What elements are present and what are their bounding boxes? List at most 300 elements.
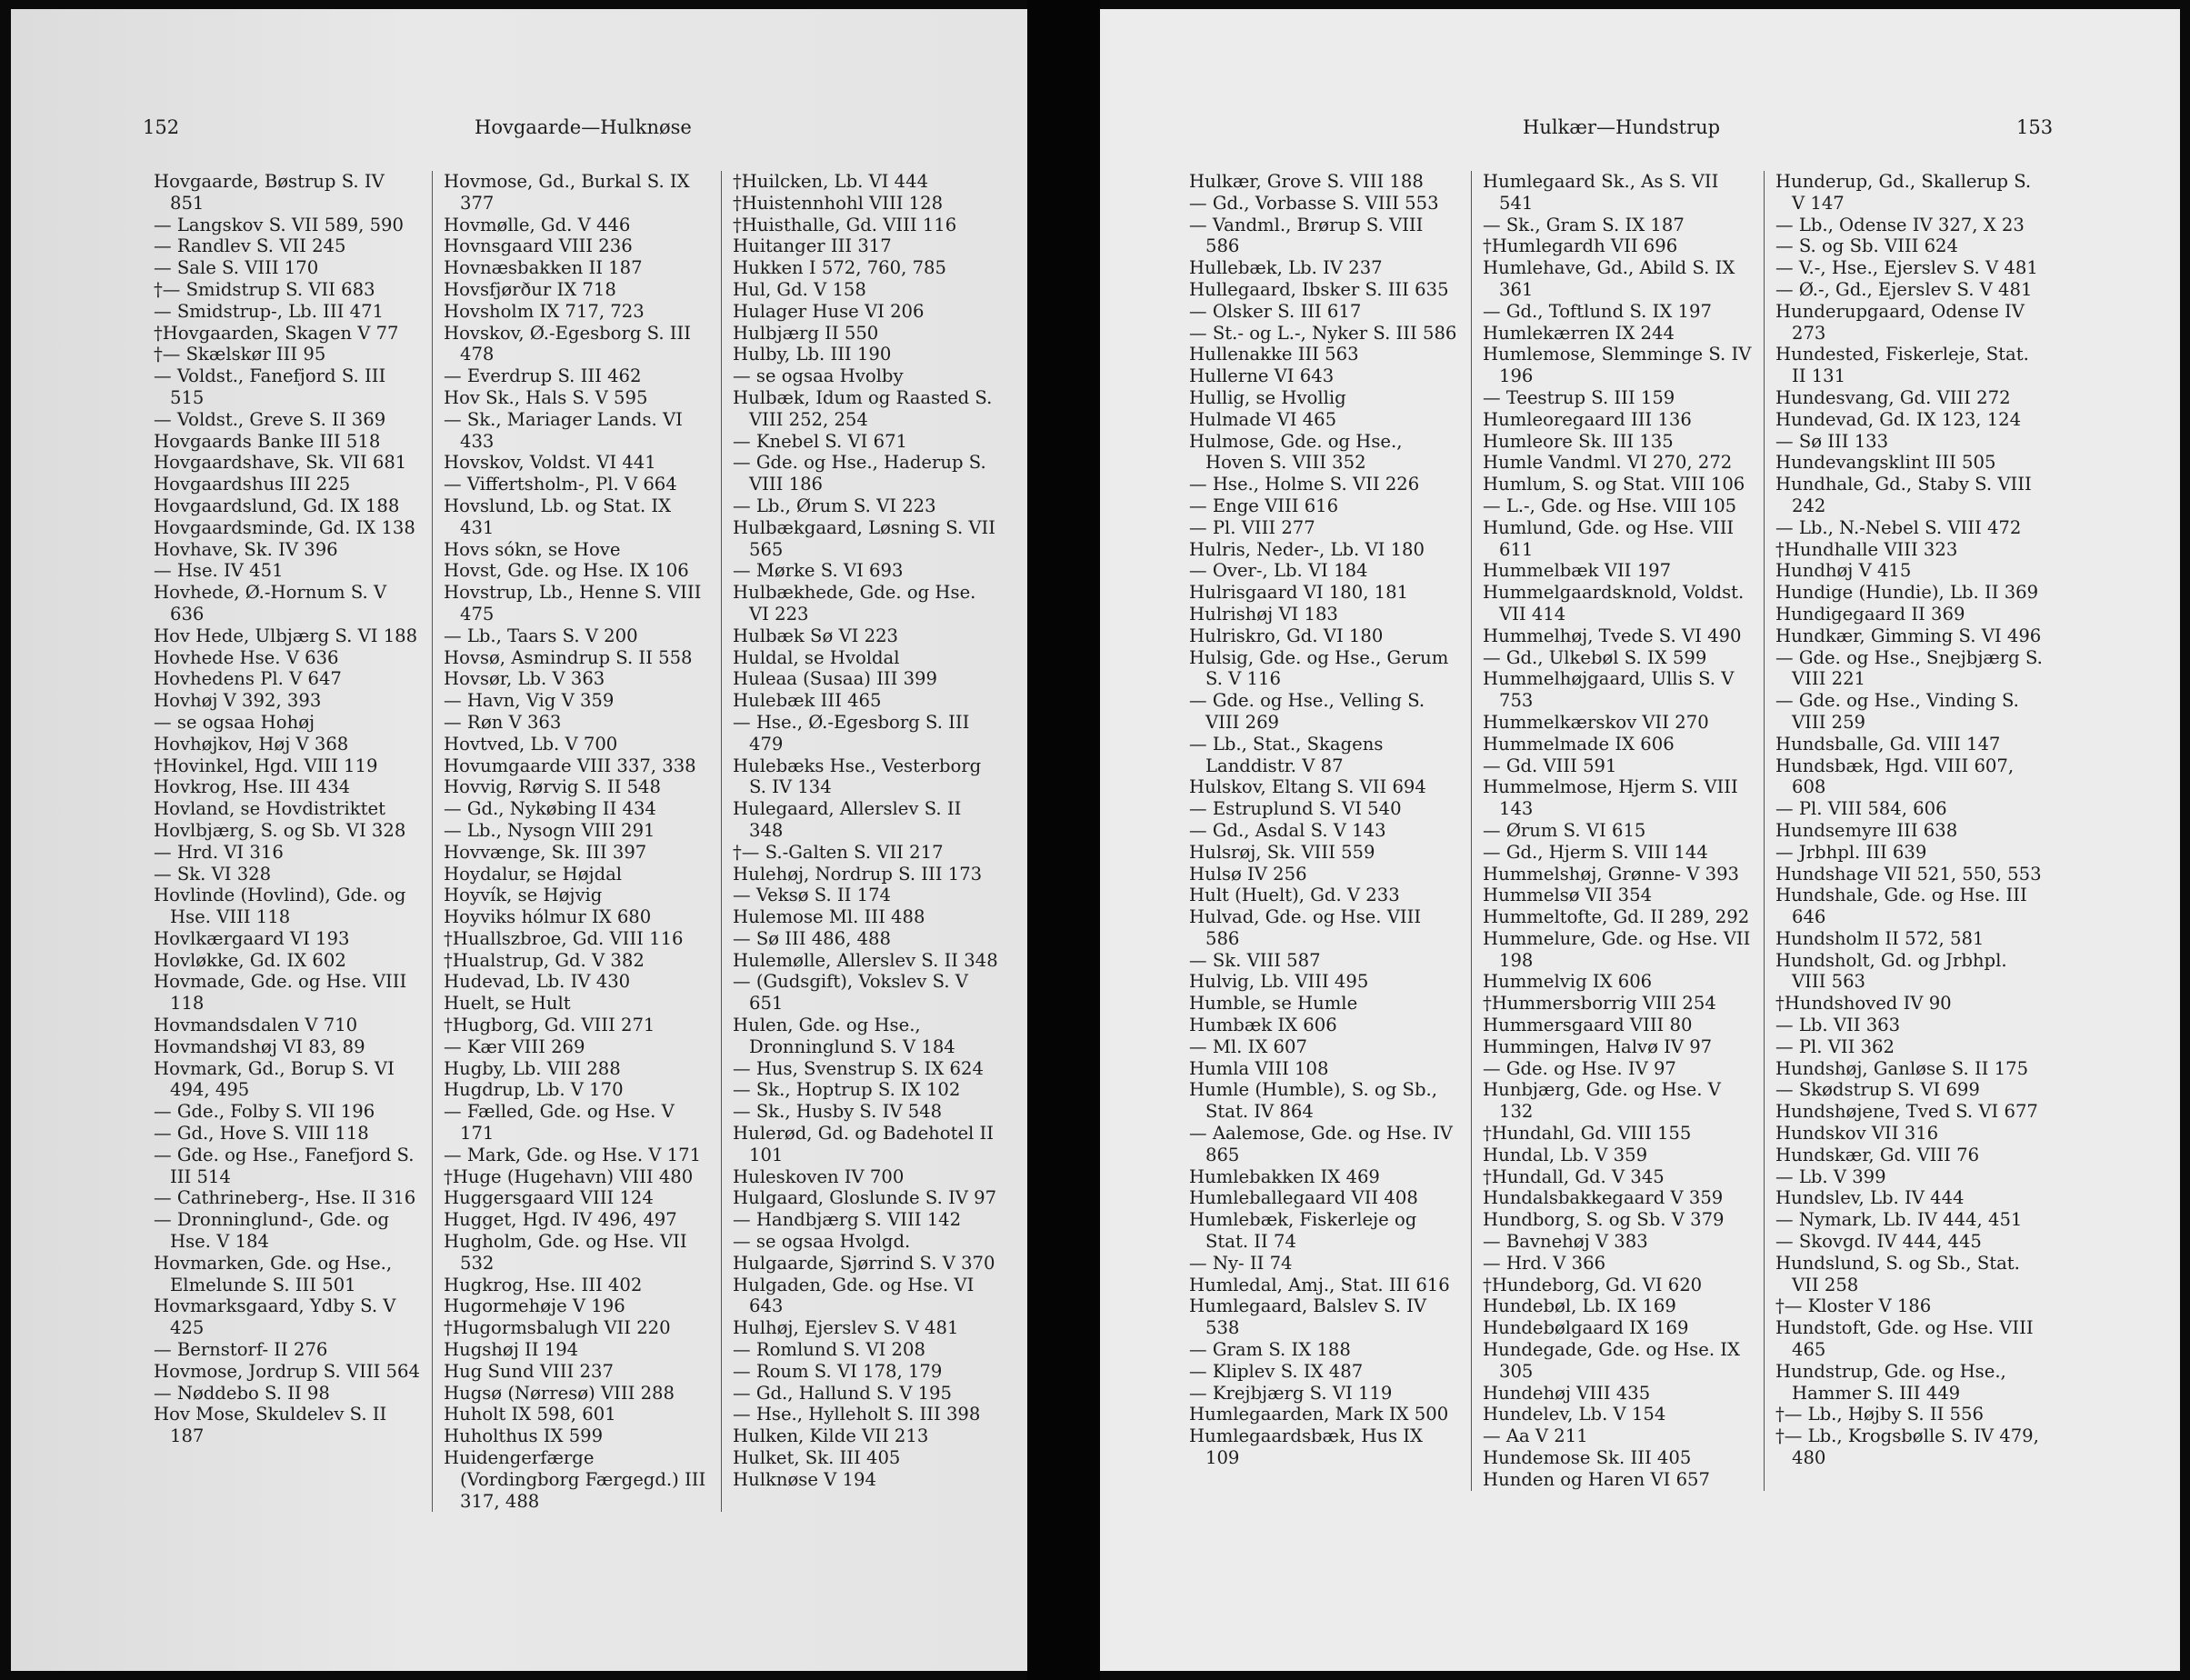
index-entry: †— Kloster V 186 xyxy=(1775,1295,1932,1317)
index-entry: Hovmarksgaard, Ydby S. V 425 xyxy=(154,1295,396,1339)
index-entry: — Nymark, Lb. IV 444, 451 xyxy=(1775,1209,2023,1231)
index-entry: Humle (Humble), S. og Sb., Stat. IV 864 xyxy=(1189,1079,1437,1123)
index-entry: Hulskov, Eltang S. VII 694 xyxy=(1189,776,1426,798)
index-entry: Hummingen, Halvø IV 97 xyxy=(1483,1035,1713,1057)
index-entry: Hovgaarde, Bøstrup S. IV 851 xyxy=(154,171,385,214)
index-entry: — Hse. IV 451 xyxy=(154,560,284,582)
index-entry: Hovmark, Gd., Borup S. VI 494, 495 xyxy=(154,1057,395,1101)
index-entry: Hulmose, Gde. og Hse., Hoven S. VIII 352 xyxy=(1189,430,1403,474)
index-entry: †Huisthalle, Gd. VIII 116 xyxy=(733,214,957,235)
index-entry: Hundesvang, Gd. VIII 272 xyxy=(1775,386,2011,408)
index-entry: Hov Hede, Ulbjærg S. VI 188 xyxy=(154,625,418,646)
index-entry: Hulebæk III 465 xyxy=(733,690,882,712)
index-column xyxy=(721,171,1010,1512)
index-entry: — Lb. VII 363 xyxy=(1775,1015,1901,1036)
index-entry: — se ogsaa Hohøj xyxy=(154,711,315,733)
index-entry: Humledal, Amj., Stat. III 616 xyxy=(1189,1274,1450,1295)
index-entry: — S. og Sb. VIII 624 xyxy=(1775,235,1958,257)
index-entry: Hunderupgaard, Odense IV 273 xyxy=(1775,300,2025,344)
index-entry: Hummelmose, Hjerm S. VIII 143 xyxy=(1483,776,1738,820)
index-entry: — Sk., Mariager Lands. VI 433 xyxy=(444,408,683,452)
index-entry: Humleballegaard VII 408 xyxy=(1189,1187,1418,1209)
index-entry: — Gde. og Hse., Fanefjord S. III 514 xyxy=(154,1144,415,1187)
index-entry: — Kær VIII 269 xyxy=(444,1035,585,1057)
index-entry: Hovmose, Jordrup S. VIII 564 xyxy=(154,1360,420,1382)
index-entry: Humle Vandml. VI 270, 272 xyxy=(1483,452,1733,474)
index-entry: — V.-, Hse., Ejerslev S. V 481 xyxy=(1775,257,2038,279)
index-entry: Hugsø (Nørresø) VIII 288 xyxy=(444,1382,675,1404)
running-head-left: Hovgaarde—Hulknøse xyxy=(475,116,692,138)
index-entry: — Gd., Hove S. VIII 118 xyxy=(154,1123,369,1145)
index-entry: Hulebæks Hse., Vesterborg S. IV 134 xyxy=(733,755,982,798)
index-entry: Hovhave, Sk. IV 396 xyxy=(154,538,338,560)
index-entry: Hundemose Sk. III 405 xyxy=(1483,1447,1692,1469)
index-entry: — L.-, Gde. og Hse. VIII 105 xyxy=(1483,495,1737,516)
index-entry: — Sk., Gram S. IX 187 xyxy=(1483,214,1685,235)
index-entry: Hulvig, Lb. VIII 495 xyxy=(1189,971,1369,993)
index-entry: — Aa V 211 xyxy=(1483,1425,1588,1447)
index-entry: Hummelgaardsknold, Voldst. VII 414 xyxy=(1483,582,1745,625)
index-entry: Hovløkke, Gd. IX 602 xyxy=(154,949,346,971)
index-entry: Humleoregaard III 136 xyxy=(1483,408,1692,430)
index-entry: Hundevangsklint III 505 xyxy=(1775,452,1996,474)
index-entry: Hundskov VII 316 xyxy=(1775,1123,1939,1145)
index-entry: — se ogsaa Hvolgd. xyxy=(733,1231,911,1253)
index-entry: Huleaa (Susaa) III 399 xyxy=(733,668,937,690)
index-entry: Hovhede, Ø.-Hornum S. V 636 xyxy=(154,582,387,625)
page-number-left: 152 xyxy=(143,116,180,138)
index-entry: Hugshøj II 194 xyxy=(444,1339,579,1361)
index-entry: — se ogsaa Hvolby xyxy=(733,365,904,387)
index-entry: Hundkær, Gimming S. VI 496 xyxy=(1775,625,2042,646)
index-entry: Hov Sk., Hals S. V 595 xyxy=(444,386,648,408)
index-entry: Hundal, Lb. V 359 xyxy=(1483,1144,1648,1165)
index-entry: Hovgaardshave, Sk. VII 681 xyxy=(154,452,407,474)
index-entry: Humble, se Humle xyxy=(1189,993,1358,1015)
index-entry: Hullegaard, Ibsker S. III 635 xyxy=(1189,278,1449,300)
index-entry: Hovmandshøj VI 83, 89 xyxy=(154,1035,365,1057)
index-entry: — Havn, Vig V 359 xyxy=(444,690,615,712)
index-entry: Hummelkærskov VII 270 xyxy=(1483,711,1709,733)
index-entry: — Sk., Hoptrup S. IX 102 xyxy=(733,1079,961,1101)
index-entry: — Veksø S. II 174 xyxy=(733,885,892,906)
index-entry: Hovkrog, Hse. III 434 xyxy=(154,776,351,798)
index-column xyxy=(1178,171,1471,1491)
index-entry: Hulmade VI 465 xyxy=(1189,408,1337,430)
index-entry: — Kliplev S. IX 487 xyxy=(1189,1360,1364,1382)
index-entry: Hulsø IV 256 xyxy=(1189,863,1307,885)
index-entry: †Hummersborrig VIII 254 xyxy=(1483,993,1716,1015)
index-entry: Hummelshøj, Grønne- V 393 xyxy=(1483,863,1740,885)
index-entry: — Romlund S. VI 208 xyxy=(733,1339,925,1361)
index-entry: — Gde. og Hse. IV 97 xyxy=(1483,1057,1676,1079)
index-entry: — Jrbhpl. III 639 xyxy=(1775,841,1927,863)
index-entry: Hovslund, Lb. og Stat. IX 431 xyxy=(444,495,672,538)
index-entry: Hugholm, Gde. og Hse. VII 532 xyxy=(444,1231,687,1274)
index-entry: — Dronninglund-, Gde. og Hse. V 184 xyxy=(154,1209,390,1253)
index-entry: Hovland, se Hovdistriktet xyxy=(154,798,385,820)
index-entry: Hovgaardshus III 225 xyxy=(154,474,351,495)
index-entry: Hulbjærg II 550 xyxy=(733,322,879,344)
index-entry: Hovgaards Banke III 518 xyxy=(154,430,381,452)
index-entry: Hummelbæk VII 197 xyxy=(1483,560,1672,582)
index-entry: Hummersgaard VIII 80 xyxy=(1483,1015,1693,1036)
index-entry: Hugget, Hgd. IV 496, 497 xyxy=(444,1209,677,1231)
index-entry: Hundegade, Gde. og Hse. IX 305 xyxy=(1483,1339,1740,1382)
index-entry: Hovmade, Gde. og Hse. VIII 118 xyxy=(154,971,407,1015)
index-entry: — Hse., Holme S. VII 226 xyxy=(1189,474,1420,495)
index-entry: Hundshage VII 521, 550, 553 xyxy=(1775,863,2042,885)
index-entry: Hul, Gd. V 158 xyxy=(733,278,866,300)
index-entry: — Sø III 133 xyxy=(1775,430,1889,452)
index-entry: Hudevad, Lb. IV 430 xyxy=(444,971,631,993)
index-entry: — Knebel S. VI 671 xyxy=(733,430,908,452)
index-entry: Hugby, Lb. VIII 288 xyxy=(444,1057,621,1079)
index-entry: — Pl. VIII 277 xyxy=(1189,516,1315,538)
index-entry: — Estruplund S. VI 540 xyxy=(1189,798,1402,820)
index-entry: Huggersgaard VIII 124 xyxy=(444,1187,654,1209)
index-entry: Hulegaard, Allerslev S. II 348 xyxy=(733,798,962,841)
index-entry: Huelt, se Hult xyxy=(444,993,571,1015)
index-entry: — Fælled, Gde. og Hse. V 171 xyxy=(444,1101,675,1145)
index-entry: Hugormehøje V 196 xyxy=(444,1295,625,1317)
index-entry: Huidengerfærge (Vordingborg Færgegd.) III 317, 488 xyxy=(444,1447,706,1512)
index-entry: Hulager Huse VI 206 xyxy=(733,300,925,322)
index-entry: — Ny- II 74 xyxy=(1189,1252,1293,1274)
index-entry: Hovvig, Rørvig S. II 548 xyxy=(444,776,661,798)
index-entry: Hummelhøj, Tvede S. VI 490 xyxy=(1483,625,1742,646)
index-entry: — Gde. og Hse., Velling S. VIII 269 xyxy=(1189,690,1425,733)
index-entry: †Hualstrup, Gd. V 382 xyxy=(444,949,645,971)
index-entry: Hulsrøj, Sk. VIII 559 xyxy=(1189,841,1375,863)
index-entry: Humlegaardsbæk, Hus IX 109 xyxy=(1189,1425,1423,1469)
index-entry: Humlehave, Gd., Abild S. IX 361 xyxy=(1483,257,1735,300)
index-entry: Hug Sund VIII 237 xyxy=(444,1360,614,1382)
index-entry: Hundslev, Lb. IV 444 xyxy=(1775,1187,1965,1209)
index-entry: — Hse., Ø.-Egesborg S. III 479 xyxy=(733,711,970,755)
index-entry: Hummelsø VII 354 xyxy=(1483,885,1653,906)
index-entry: Hovhedens Pl. V 647 xyxy=(154,668,342,690)
index-entry: Huldal, se Hvoldal xyxy=(733,646,900,668)
index-entry: Hoydalur, se Højdal xyxy=(444,863,623,885)
index-entry: Hulrisgaard VI 180, 181 xyxy=(1189,582,1409,604)
index-entry: Hovst, Gde. og Hse. IX 106 xyxy=(444,560,689,582)
index-entry: †Huallszbroe, Gd. VIII 116 xyxy=(444,927,684,949)
index-entry: Hummelmade IX 606 xyxy=(1483,733,1675,755)
index-entry: Huholthus IX 599 xyxy=(444,1425,604,1447)
index-entry: Hulket, Sk. III 405 xyxy=(733,1447,901,1469)
index-entry: Hundshøj, Ganløse S. II 175 xyxy=(1775,1057,2029,1079)
index-entry: Hulgaden, Gde. og Hse. VI 643 xyxy=(733,1274,975,1317)
index-entry: — Gde. og Hse., Vinding S. VIII 259 xyxy=(1775,690,2019,733)
index-entry: Hullig, se Hvollig xyxy=(1189,386,1346,408)
index-column xyxy=(432,171,721,1512)
index-entry: Hullenakke III 563 xyxy=(1189,344,1359,365)
index-entry: Hovhede Hse. V 636 xyxy=(154,646,339,668)
index-entry: — Bavnehøj V 383 xyxy=(1483,1231,1648,1253)
index-entry: Huholt IX 598, 601 xyxy=(444,1404,616,1425)
index-entry: — St.- og L.-, Nyker S. III 586 xyxy=(1189,322,1457,344)
index-entry: Humlebæk, Fiskerleje og Stat. II 74 xyxy=(1189,1209,1417,1253)
index-entry: Hulriskro, Gd. VI 180 xyxy=(1189,625,1384,646)
index-entry: — (Gudsgift), Vokslev S. V 651 xyxy=(733,971,968,1015)
left-page xyxy=(11,9,1027,1671)
index-entry: Hulbækhede, Gde. og Hse. VI 223 xyxy=(733,582,976,625)
index-entry: Hovlkærgaard VI 193 xyxy=(154,927,350,949)
index-entry: — Hus, Svenstrup S. IX 624 xyxy=(733,1057,984,1079)
index-entry: Hunbjærg, Gde. og Hse. V 132 xyxy=(1483,1079,1721,1123)
index-entry: — Hrd. V 366 xyxy=(1483,1252,1606,1274)
index-entry: — Gd., Hjerm S. VIII 144 xyxy=(1483,841,1708,863)
index-entry: Hovnæsbakken II 187 xyxy=(444,257,643,279)
index-entry: Hulgaard, Gloslunde S. IV 97 xyxy=(733,1187,997,1209)
index-entry: Hummeltofte, Gd. II 289, 292 xyxy=(1483,906,1750,928)
index-entry: Hulvad, Gde. og Hse. VIII 586 xyxy=(1189,906,1422,949)
index-entry: Hovgaardsminde, Gd. IX 138 xyxy=(154,516,415,538)
index-entry: — Teestrup S. III 159 xyxy=(1483,386,1675,408)
index-entry: — Røn V 363 xyxy=(444,711,562,733)
index-entry: — Over-, Lb. VI 184 xyxy=(1189,560,1368,582)
index-entry: — Gd., Asdal S. V 143 xyxy=(1189,819,1386,841)
index-entry: Hovstrup, Lb., Henne S. VIII 475 xyxy=(444,582,702,625)
index-entry: — Lb., Nysogn VIII 291 xyxy=(444,819,655,841)
index-entry: Hundige (Hundie), Lb. II 369 xyxy=(1775,582,2039,604)
index-entry: Hovmandsdalen V 710 xyxy=(154,1015,358,1036)
index-entry: Hovmose, Gd., Burkal S. IX 377 xyxy=(444,171,690,214)
index-entry: — Gd., Toftlund S. IX 197 xyxy=(1483,300,1712,322)
index-entry: Hundhale, Gd., Staby S. VIII 242 xyxy=(1775,474,2032,516)
index-entry: Hulbækgaard, Løsning S. VII 565 xyxy=(733,516,996,560)
index-entry: Humlemose, Slemminge S. IV 196 xyxy=(1483,344,1752,387)
index-entry: — Gram S. IX 188 xyxy=(1189,1339,1351,1361)
index-entry: — Sale S. VIII 170 xyxy=(154,257,319,279)
index-entry: Hovskov, Ø.-Egesborg S. III 478 xyxy=(444,322,692,365)
index-entry: Hulrishøj VI 183 xyxy=(1189,603,1338,625)
index-entry: Hulbæk, Idum og Raasted S. VIII 252, 254 xyxy=(733,386,993,430)
index-entry: Hovsholm IX 717, 723 xyxy=(444,300,645,322)
index-entry: Hoyvík, se Højvig xyxy=(444,885,603,906)
index-entry: Hundelev, Lb. V 154 xyxy=(1483,1404,1666,1425)
index-entry: Hovlbjærg, S. og Sb. VI 328 xyxy=(154,819,406,841)
index-entry: †Hugborg, Gd. VIII 271 xyxy=(444,1015,655,1036)
index-entry: Hult (Huelt), Gd. V 233 xyxy=(1189,885,1400,906)
index-entry: — Handbjærg S. VIII 142 xyxy=(733,1209,962,1231)
index-entry: — Bernstorf- II 276 xyxy=(154,1339,328,1361)
index-entry: Hovmarken, Gde. og Hse., Elmelunde S. III 501 xyxy=(154,1252,393,1295)
index-entry: — Voldst., Fanefjord S. III 515 xyxy=(154,365,386,408)
index-entry: — Lb. V 399 xyxy=(1775,1165,1886,1187)
index-entry: — Gde. og Hse., Snejbjærg S. VIII 221 xyxy=(1775,646,2043,690)
index-entry: Hulen, Gde. og Hse., Dronninglund S. V 184 xyxy=(733,1015,955,1057)
index-entry: — Nøddebo S. II 98 xyxy=(154,1382,330,1404)
page-gutter xyxy=(1027,0,1100,1680)
index-entry: Hundsballe, Gd. VIII 147 xyxy=(1775,733,2001,755)
index-entry: †Huge (Hugehavn) VIII 480 xyxy=(444,1165,694,1187)
index-entry: — Gde. og Hse., Haderup S. VIII 186 xyxy=(733,452,986,495)
index-entry: Hulehøj, Nordrup S. III 173 xyxy=(733,863,983,885)
index-entry: Hummelhøjgaard, Ullis S. V 753 xyxy=(1483,668,1735,712)
index-entry: Hundebølgaard IX 169 xyxy=(1483,1317,1689,1339)
index-entry: Hundhøj V 415 xyxy=(1775,560,1912,582)
index-entry: Hulhøj, Ejerslev S. V 481 xyxy=(733,1317,959,1339)
index-entry: — Voldst., Greve S. II 369 xyxy=(154,408,386,430)
page-number-right: 153 xyxy=(2016,116,2054,138)
index-column xyxy=(143,171,432,1512)
index-entry: Hovskov, Voldst. VI 441 xyxy=(444,452,656,474)
index-entry: Hundshale, Gde. og Hse. III 646 xyxy=(1775,885,2027,928)
index-entry: Hovgaardslund, Gd. IX 188 xyxy=(154,495,400,516)
index-entry: Hugkrog, Hse. III 402 xyxy=(444,1274,643,1295)
index-entry: — Enge VIII 616 xyxy=(1189,495,1339,516)
index-entry: Humlegaarden, Mark IX 500 xyxy=(1189,1404,1449,1425)
index-entry: Hullebæk, Lb. IV 237 xyxy=(1189,257,1383,279)
index-entry: Hulkær, Grove S. VIII 188 xyxy=(1189,171,1424,192)
running-head-right: Hulkær—Hundstrup xyxy=(1523,116,1721,138)
index-entry: Hulby, Lb. III 190 xyxy=(733,344,892,365)
index-entry: Humla VIII 108 xyxy=(1189,1057,1329,1079)
index-entry: Hundsholm II 572, 581 xyxy=(1775,927,1985,949)
index-entry: †— Smidstrup S. VII 683 xyxy=(154,278,375,300)
index-entry: Hovsør, Lb. V 363 xyxy=(444,668,605,690)
index-entry: Hulsig, Gde. og Hse., Gerum S. V 116 xyxy=(1189,646,1449,690)
index-entry: — Hrd. VI 316 xyxy=(154,841,284,863)
index-entry: †Hundall, Gd. V 345 xyxy=(1483,1165,1665,1187)
index-entry: †Hovinkel, Hgd. VIII 119 xyxy=(154,755,378,776)
index-entry: Hulgaarde, Sjørrind S. V 370 xyxy=(733,1252,995,1274)
index-entry: — Gd. VIII 591 xyxy=(1483,755,1617,776)
index-entry: Hovs sókn, se Hove xyxy=(444,538,621,560)
index-entry: †Hundahl, Gd. VIII 155 xyxy=(1483,1123,1692,1145)
index-entry: Hundshøjene, Tved S. VI 677 xyxy=(1775,1101,2038,1123)
index-entry: — Krejbjærg S. VI 119 xyxy=(1189,1382,1393,1404)
index-columns-right xyxy=(1178,171,2056,1491)
index-entry: Huitanger III 317 xyxy=(733,235,892,257)
index-entry: — Randlev S. VII 245 xyxy=(154,235,346,257)
index-entry: Humlegaard, Balslev S. IV 538 xyxy=(1189,1295,1427,1339)
index-entry: Hundskær, Gd. VIII 76 xyxy=(1775,1144,1980,1165)
index-entry: — Ø.-, Gd., Ejerslev S. V 481 xyxy=(1775,278,2033,300)
index-entry: †Huistennhohl VIII 128 xyxy=(733,192,944,214)
index-entry: — Sk., Husby S. IV 548 xyxy=(733,1101,943,1123)
index-entry: Humlegaard Sk., As S. VII 541 xyxy=(1483,171,1719,214)
index-entry: Hundigegaard II 369 xyxy=(1775,603,1965,625)
index-entry: Hovhøjkov, Høj V 368 xyxy=(154,733,349,755)
index-entry: — Lb., Odense IV 327, X 23 xyxy=(1775,214,2025,235)
index-entry: †Huilcken, Lb. VI 444 xyxy=(733,171,929,192)
index-entry: †Hundhalle VIII 323 xyxy=(1775,538,1958,560)
index-entry: — Everdrup S. III 462 xyxy=(444,365,642,387)
index-entry: Hundested, Fiskerleje, Stat. II 131 xyxy=(1775,344,2029,387)
index-entry: — Gde., Folby S. VII 196 xyxy=(154,1101,375,1123)
index-entry: †Hovgaarden, Skagen V 77 xyxy=(154,322,399,344)
index-entry: Hundsbæk, Hgd. VIII 607, 608 xyxy=(1775,755,2015,798)
index-entry: Hugdrup, Lb. V 170 xyxy=(444,1079,624,1101)
index-entry: Hulerød, Gd. og Badehotel II 101 xyxy=(733,1123,995,1165)
index-columns-left xyxy=(143,171,1010,1512)
index-entry: Hovsfjørður IX 718 xyxy=(444,278,616,300)
index-entry: Hullerne VI 643 xyxy=(1189,365,1335,387)
index-entry: — Ørum S. VI 615 xyxy=(1483,819,1646,841)
index-entry: — Viffertsholm-, Pl. V 664 xyxy=(444,474,677,495)
index-entry: — Gd., Ulkebøl S. IX 599 xyxy=(1483,646,1707,668)
index-entry: Hummelure, Gde. og Hse. VII 198 xyxy=(1483,927,1751,971)
index-entry: †Humlegardh VII 696 xyxy=(1483,235,1678,257)
index-entry: Humlum, S. og Stat. VIII 106 xyxy=(1483,474,1745,495)
index-entry: Hundehøj VIII 435 xyxy=(1483,1382,1651,1404)
index-entry: — Lb., Stat., Skagens Landdistr. V 87 xyxy=(1189,733,1384,776)
index-entry: — Smidstrup-, Lb. III 471 xyxy=(154,300,385,322)
index-entry: Humlund, Gde. og Hse. VIII 611 xyxy=(1483,516,1735,560)
index-entry: Hovumgaarde VIII 337, 338 xyxy=(444,755,696,776)
index-entry: — Sk. VIII 587 xyxy=(1189,949,1321,971)
index-entry: — Sø III 486, 488 xyxy=(733,927,891,949)
index-column xyxy=(1764,171,2056,1491)
index-entry: Humlebakken IX 469 xyxy=(1189,1165,1380,1187)
index-entry: — Aalemose, Gde. og Hse. IV 865 xyxy=(1189,1123,1453,1165)
index-entry: Hovmølle, Gd. V 446 xyxy=(444,214,631,235)
index-entry: — Cathrineberg-, Hse. II 316 xyxy=(154,1187,416,1209)
index-entry: Hulemose Ml. III 488 xyxy=(733,906,925,928)
index-entry: — Gd., Hallund S. V 195 xyxy=(733,1382,952,1404)
index-entry: Hukken I 572, 760, 785 xyxy=(733,257,946,279)
index-entry: — Mørke S. VI 693 xyxy=(733,560,904,582)
index-entry: — Roum S. VI 178, 179 xyxy=(733,1360,943,1382)
index-entry: Hundevad, Gd. IX 123, 124 xyxy=(1775,408,2022,430)
index-entry: — Gd., Vorbasse S. VIII 553 xyxy=(1189,192,1439,214)
index-entry: — Skovgd. IV 444, 445 xyxy=(1775,1231,1982,1253)
index-entry: Hundstoft, Gde. og Hse. VIII 465 xyxy=(1775,1317,2034,1361)
index-entry: Hundsholt, Gd. og Jrbhpl. VIII 563 xyxy=(1775,949,2007,993)
index-entry: Hulemølle, Allerslev S. II 348 xyxy=(733,949,998,971)
index-entry: — Skødstrup S. VI 699 xyxy=(1775,1079,1980,1101)
index-entry: Hundsemyre III 638 xyxy=(1775,819,1958,841)
index-entry: — Olsker S. III 617 xyxy=(1189,300,1362,322)
index-column xyxy=(1471,171,1764,1491)
index-entry: Hovhøj V 392, 393 xyxy=(154,690,322,712)
index-entry: Hundslund, S. og Sb., Stat. VII 258 xyxy=(1775,1252,2020,1295)
index-entry: Hoyviks hólmur IX 680 xyxy=(444,906,652,928)
index-entry: — Ml. IX 607 xyxy=(1189,1035,1307,1057)
index-entry: Hunderup, Gd., Skallerup S. V 147 xyxy=(1775,171,2032,214)
index-entry: Hummelvig IX 606 xyxy=(1483,971,1653,993)
index-entry: — Lb., N.-Nebel S. VIII 472 xyxy=(1775,516,2022,538)
index-entry: Hovtved, Lb. V 700 xyxy=(444,733,618,755)
index-entry: Hovvænge, Sk. III 397 xyxy=(444,841,647,863)
index-entry: — Langskov S. VII 589, 590 xyxy=(154,214,404,235)
index-entry: Humlekærren IX 244 xyxy=(1483,322,1675,344)
index-entry: †Hugormsbalugh VII 220 xyxy=(444,1317,671,1339)
index-entry: †— Skælskør III 95 xyxy=(154,344,326,365)
index-entry: †— Lb., Krogsbølle S. IV 479, 480 xyxy=(1775,1425,2039,1469)
index-entry: — Pl. VIII 584, 606 xyxy=(1775,798,1947,820)
index-entry: Hundborg, S. og Sb. V 379 xyxy=(1483,1209,1725,1231)
index-entry: Huleskoven IV 700 xyxy=(733,1165,905,1187)
index-entry: Hulken, Kilde VII 213 xyxy=(733,1425,929,1447)
index-entry: Hunden og Haren VI 657 xyxy=(1483,1468,1710,1490)
index-entry: †Hundeborg, Gd. VI 620 xyxy=(1483,1274,1703,1295)
index-entry: †— Lb., Højby S. II 556 xyxy=(1775,1404,1984,1425)
index-entry: — Hse., Hylleholt S. III 398 xyxy=(733,1404,981,1425)
right-page xyxy=(1100,9,2180,1671)
index-entry: — Lb., Ørum S. VI 223 xyxy=(733,495,936,516)
index-entry: Hulbæk Sø VI 223 xyxy=(733,625,898,646)
index-entry: Humbæk IX 606 xyxy=(1189,1015,1337,1036)
index-entry: — Mark, Gde. og Hse. V 171 xyxy=(444,1144,702,1165)
index-entry: Hulris, Neder-, Lb. VI 180 xyxy=(1189,538,1425,560)
index-entry: Hundalsbakkegaard V 359 xyxy=(1483,1187,1724,1209)
index-entry: Hovsø, Asmindrup S. II 558 xyxy=(444,646,693,668)
index-entry: Humleore Sk. III 135 xyxy=(1483,430,1674,452)
